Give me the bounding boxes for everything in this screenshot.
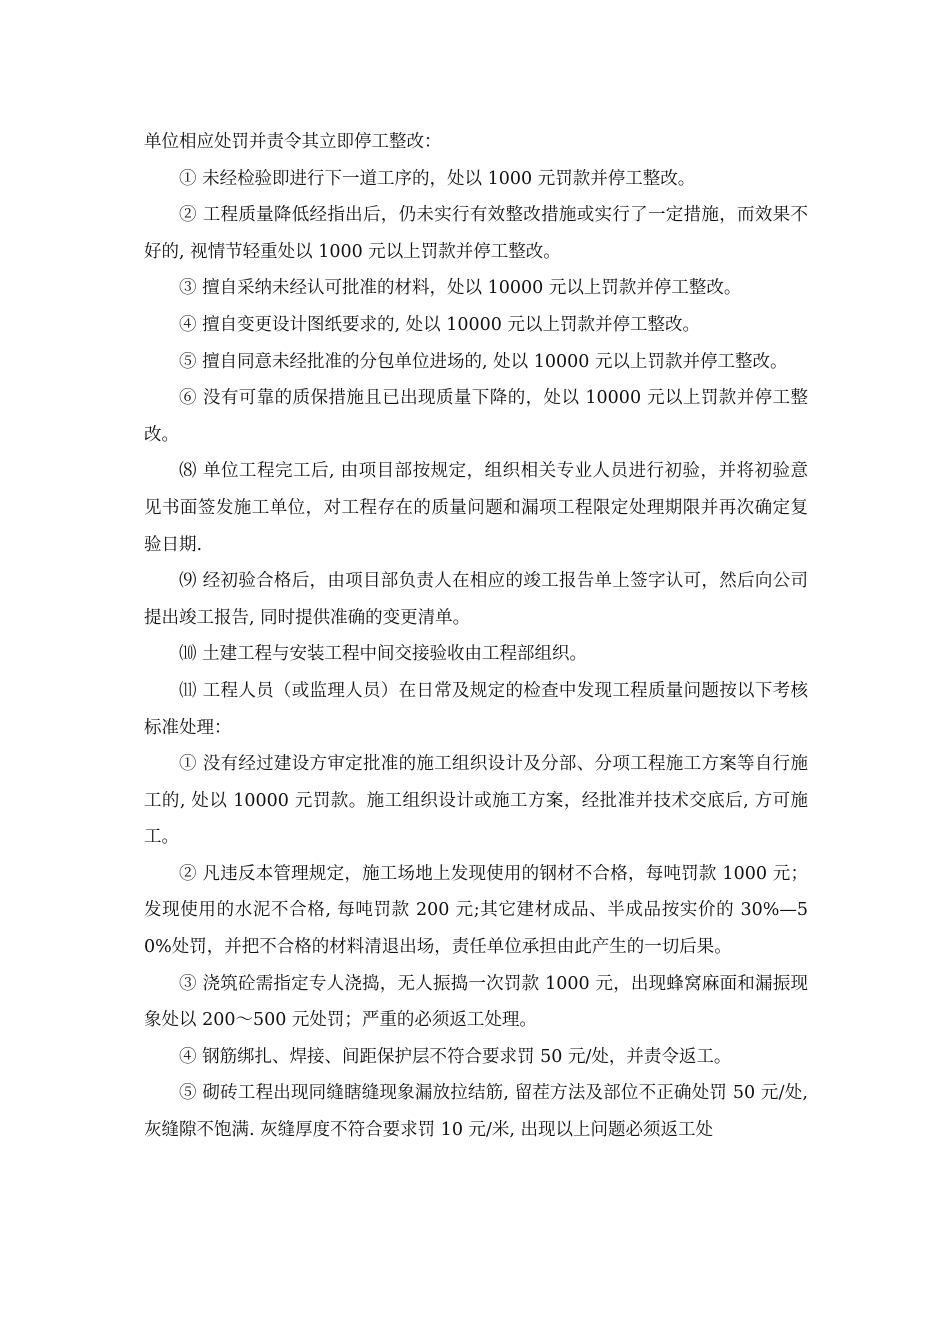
paragraph-item-1: ① 未经检验即进行下一道工序的，处以 1000 元罚款并停工整改。 — [179, 168, 696, 189]
document-body — [144, 124, 808, 1149]
paragraph-item-3: ③ 擅自采纳未经认可批准的材料，处以 10000 元以上罚款并停工整改。 — [179, 278, 742, 299]
paragraph-item-6: ⑥ 没有可靠的质保措施且已出现质量下降的，处以 10000 元以上罚款并停工整改。 — [144, 388, 808, 445]
paragraph-section-9: ⑼ 经初验合格后，由项目部负责人在相应的竣工报告单上签字认可，然后向公司提出竣工报告, 同时提供准确的变更清单。 — [144, 571, 808, 628]
paragraph-rule-1: ① 没有经过建设方审定批准的施工组织设计及分部、分项工程施工方案等自行施工的, 处以 10000 元罚款。施工组织设计或施工方案，经批准并技术交底后, 方可施工。 — [144, 754, 808, 848]
paragraph-continuation: 单位相应处罚并责令其立即停工整改： — [144, 132, 442, 152]
paragraph-section-10: ⑽ 土建工程与安装工程中间交接验收由工程部组织。 — [179, 644, 588, 665]
paragraph-section-8: ⑻ 单位工程完工后, 由项目部按规定，组织相关专业人员进行初验，并将初验意见书面签发施工单位，对工程存在的质量问题和漏项工程限定处理期限并再次确定复验日期. — [144, 461, 808, 555]
paragraph-rule-3: ③ 浇筑砼需指定专人浇捣，无人振捣一次罚款 1000 元，出现蜂窝麻面和漏振现象处以 200～500 元处罚；严重的必须返工处理。 — [144, 973, 808, 1031]
paragraph-section-11: ⑾ 工程人员（或监理人员）在日常及规定的检查中发现工程质量问题按以下考核标准处理： — [144, 680, 808, 738]
paragraph-rule-2: ② 凡违反本管理规定，施工场地上发现使用的钢材不合格，每吨罚款 1000 元；发现使用的水泥不合格, 每吨罚款 200 元;其它建材成品、半成品按实价的 30%—50%处罚，并把不合格的材料清退出场，责任单位承担由此产生的一切后果。 — [144, 863, 808, 958]
paragraph-item-2: ② 工程质量降低经指出后，仍未实行有效整改措施或实行了一定措施，而效果不好的, 视情节轻重处以 1000 元以上罚款并停工整改。 — [144, 205, 808, 262]
paragraph-rule-4: ④ 钢筋绑扎、焊接、间距保护层不符合要求罚 50 元/处，并责令返工。 — [179, 1046, 732, 1067]
paragraph-item-5: ⑤ 擅自同意未经批准的分包单位进场的, 处以 10000 元以上罚款并停工整改。 — [179, 351, 788, 372]
paragraph-item-4: ④ 擅自变更设计图纸要求的, 处以 10000 元以上罚款并停工整改。 — [179, 314, 700, 335]
paragraph-rule-5: ⑤ 砌砖工程出现同缝瞎缝现象漏放拉结筋, 留茬方法及部位不正确处罚 50 元/处, 灰缝隙不饱满. 灰缝厚度不符合要求罚 10 元/米, 出现以上问题必须返工处 — [144, 1083, 808, 1141]
